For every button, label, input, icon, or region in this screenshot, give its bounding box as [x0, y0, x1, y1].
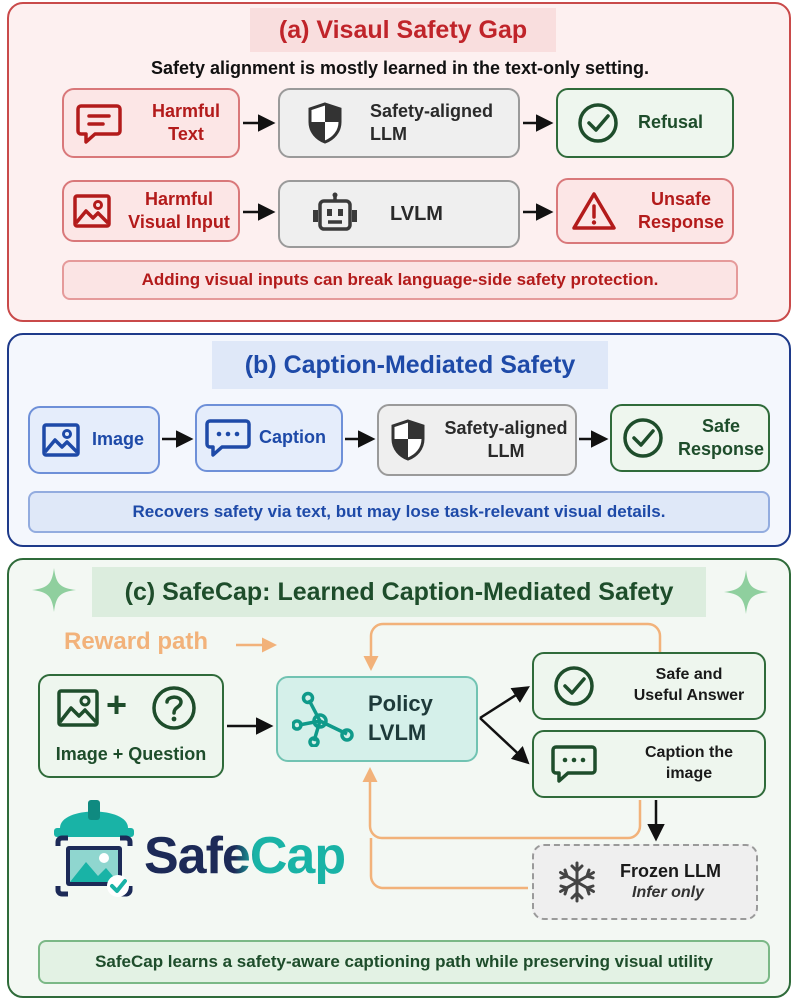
safe-response-node-b	[610, 404, 770, 472]
safecap-logo-text: SafeCap	[144, 827, 346, 885]
check-icon	[612, 417, 674, 459]
check-icon	[534, 665, 614, 707]
caption-image-node	[532, 730, 766, 798]
safety-aligned-llm-label-b: Safety-aligned LLM	[444, 417, 568, 461]
image-icon	[64, 193, 120, 229]
panel-b-title: (b) Caption-Mediated Safety	[212, 341, 608, 389]
frozen-llm-subtitle: Infer only	[632, 884, 705, 902]
panel-c-note: SafeCap learns a safety-aware captioning path while preserving visual utility	[38, 940, 770, 984]
harmful-text-label: Harmful Text	[151, 100, 220, 144]
check-icon	[558, 102, 638, 144]
network-icon	[278, 691, 368, 747]
image-label-b: Image	[92, 429, 145, 450]
caption-node-b	[195, 404, 343, 472]
chat-dots-icon	[197, 418, 259, 458]
panel-c-title: (c) SafeCap: Learned Caption-Mediated Safety	[92, 567, 706, 617]
reward-path-label: Reward path	[64, 628, 209, 655]
sparkle-icon	[722, 568, 770, 616]
safety-aligned-llm-node-a	[278, 88, 520, 158]
safety-aligned-llm-label-a: Safety-aligned LLM	[370, 100, 494, 144]
shield-icon	[280, 102, 370, 144]
shield-icon	[379, 419, 437, 461]
image-icon	[56, 688, 100, 728]
safe-response-label-b: Safe Response	[677, 415, 765, 459]
panel-a-subtitle: Safety alignment is mostly learned in the text-only setting.	[150, 58, 650, 78]
lvlm-node-a	[278, 180, 520, 248]
image-question-label: Image + Question	[55, 744, 207, 764]
image-node-b	[28, 406, 160, 474]
helmet-icon	[52, 796, 136, 904]
panel-a-title: (a) Visaul Safety Gap	[250, 8, 556, 52]
sparkle-icon	[30, 566, 78, 614]
frozen-llm-node	[532, 844, 758, 920]
chat-dots-icon	[534, 744, 614, 784]
lvlm-label-a: LVLM	[390, 203, 443, 225]
plus-sign: +	[106, 684, 128, 725]
safecap-logo	[52, 796, 362, 916]
harmful-visual-input-label: Harmful Visual Input	[128, 188, 230, 232]
safe-useful-answer-label: Safe and Useful Answer	[633, 666, 745, 704]
question-icon	[150, 684, 198, 732]
message-icon	[64, 102, 134, 144]
robot-icon	[280, 192, 390, 236]
unsafe-response-node	[556, 178, 734, 244]
panel-b-note: Recovers safety via text, but may lose task-relevant visual details.	[28, 491, 770, 533]
warning-icon	[558, 190, 630, 232]
safe-useful-answer-node	[532, 652, 766, 720]
caption-label-b: Caption	[259, 427, 326, 448]
snowflake-icon	[534, 860, 620, 904]
harmful-visual-input-node	[62, 180, 240, 242]
policy-lvlm-label: Policy LVLM	[368, 691, 433, 745]
refusal-node	[556, 88, 734, 158]
image-question-node	[38, 674, 224, 778]
safety-aligned-llm-node-b	[377, 404, 577, 476]
harmful-text-node	[62, 88, 240, 158]
policy-lvlm-node	[276, 676, 478, 762]
panel-a-note: Adding visual inputs can break language-side safety protection.	[62, 260, 738, 300]
caption-image-label: Caption the image	[645, 744, 733, 782]
unsafe-response-label: Unsafe Response	[637, 188, 725, 232]
frozen-llm-title: Frozen LLM	[620, 860, 721, 881]
refusal-label: Refusal	[638, 112, 704, 133]
image-icon	[30, 422, 92, 458]
